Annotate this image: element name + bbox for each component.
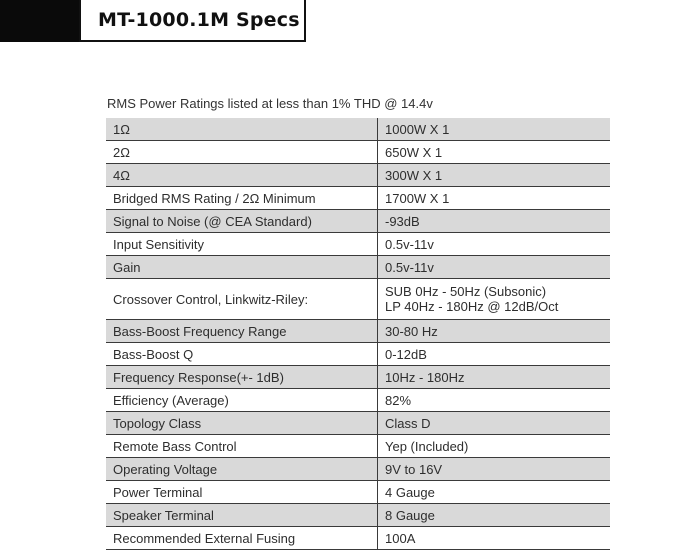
table-row: [106, 141, 610, 164]
spec-label: Topology Class: [106, 412, 378, 435]
spec-value: 650W X 1: [385, 144, 443, 160]
spec-label: Frequency Response(+- 1dB): [106, 366, 378, 389]
spec-label: 4Ω: [106, 164, 378, 187]
spec-label: Crossover Control, Linkwitz-Riley:: [106, 279, 378, 320]
spec-value: 1700W X 1: [385, 190, 450, 206]
spec-value: 30-80 Hz: [378, 320, 611, 343]
table-row: [106, 164, 610, 187]
spec-label: Efficiency (Average): [106, 389, 378, 412]
page-title: MT-1000.1M Specs: [98, 9, 300, 31]
spec-value: 82%: [385, 392, 412, 408]
spec-value-line: LP 40Hz - 180Hz @ 12dB/Oct: [385, 299, 559, 314]
header-black-block: [0, 0, 80, 42]
table-row: [106, 187, 610, 210]
spec-label: Power Terminal: [106, 481, 378, 504]
table-row: [106, 256, 610, 279]
spec-label: Remote Bass Control: [106, 435, 378, 458]
table-row: [106, 458, 610, 481]
spec-label: Gain: [106, 256, 378, 279]
table-row: [106, 279, 610, 320]
spec-value: Yep (Included): [385, 438, 469, 454]
spec-label: Recommended External Fusing: [106, 527, 378, 550]
spec-value: Class D: [378, 412, 611, 435]
spec-value: 0-12dB: [385, 346, 427, 362]
spec-value: 4 Gauge: [385, 484, 435, 500]
spec-value: 100A: [385, 530, 416, 546]
spec-label: 2Ω: [106, 141, 378, 164]
spec-label: Bass-Boost Frequency Range: [106, 320, 378, 343]
spec-label: Bridged RMS Rating / 2Ω Minimum: [106, 187, 378, 210]
table-row: [106, 412, 610, 435]
spec-value: 300W X 1: [378, 164, 611, 187]
table-row: [106, 233, 610, 256]
spec-label: Bass-Boost Q: [106, 343, 378, 366]
spec-value-line: SUB 0Hz - 50Hz (Subsonic): [385, 284, 547, 299]
table-row: [106, 118, 610, 141]
spec-value: -93dB: [378, 210, 611, 233]
specs-table: [106, 118, 610, 550]
spec-value: 0.5v-11v: [385, 236, 434, 252]
spec-label: 1Ω: [106, 118, 378, 141]
table-row: [106, 481, 610, 504]
spec-label: Speaker Terminal: [106, 504, 378, 527]
spec-value: 8 Gauge: [378, 504, 611, 527]
rms-note: RMS Power Ratings listed at less than 1% THD @ 14.4v: [107, 96, 433, 111]
table-row: [106, 527, 610, 550]
header-title-box: [79, 0, 306, 42]
spec-value: 1000W X 1: [378, 118, 611, 141]
table-row: [106, 210, 610, 233]
spec-label: Input Sensitivity: [106, 233, 378, 256]
spec-value: 10Hz - 180Hz: [378, 366, 611, 389]
spec-label: Operating Voltage: [106, 458, 378, 481]
table-row: [106, 504, 610, 527]
table-row: [106, 389, 610, 412]
table-row: [106, 343, 610, 366]
spec-value: 0.5v-11v: [378, 256, 611, 279]
spec-label: Signal to Noise (@ CEA Standard): [106, 210, 378, 233]
spec-value: 9V to 16V: [378, 458, 611, 481]
table-row: [106, 366, 610, 389]
spec-value: [378, 279, 611, 320]
table-row: [106, 435, 610, 458]
table-row: [106, 320, 610, 343]
